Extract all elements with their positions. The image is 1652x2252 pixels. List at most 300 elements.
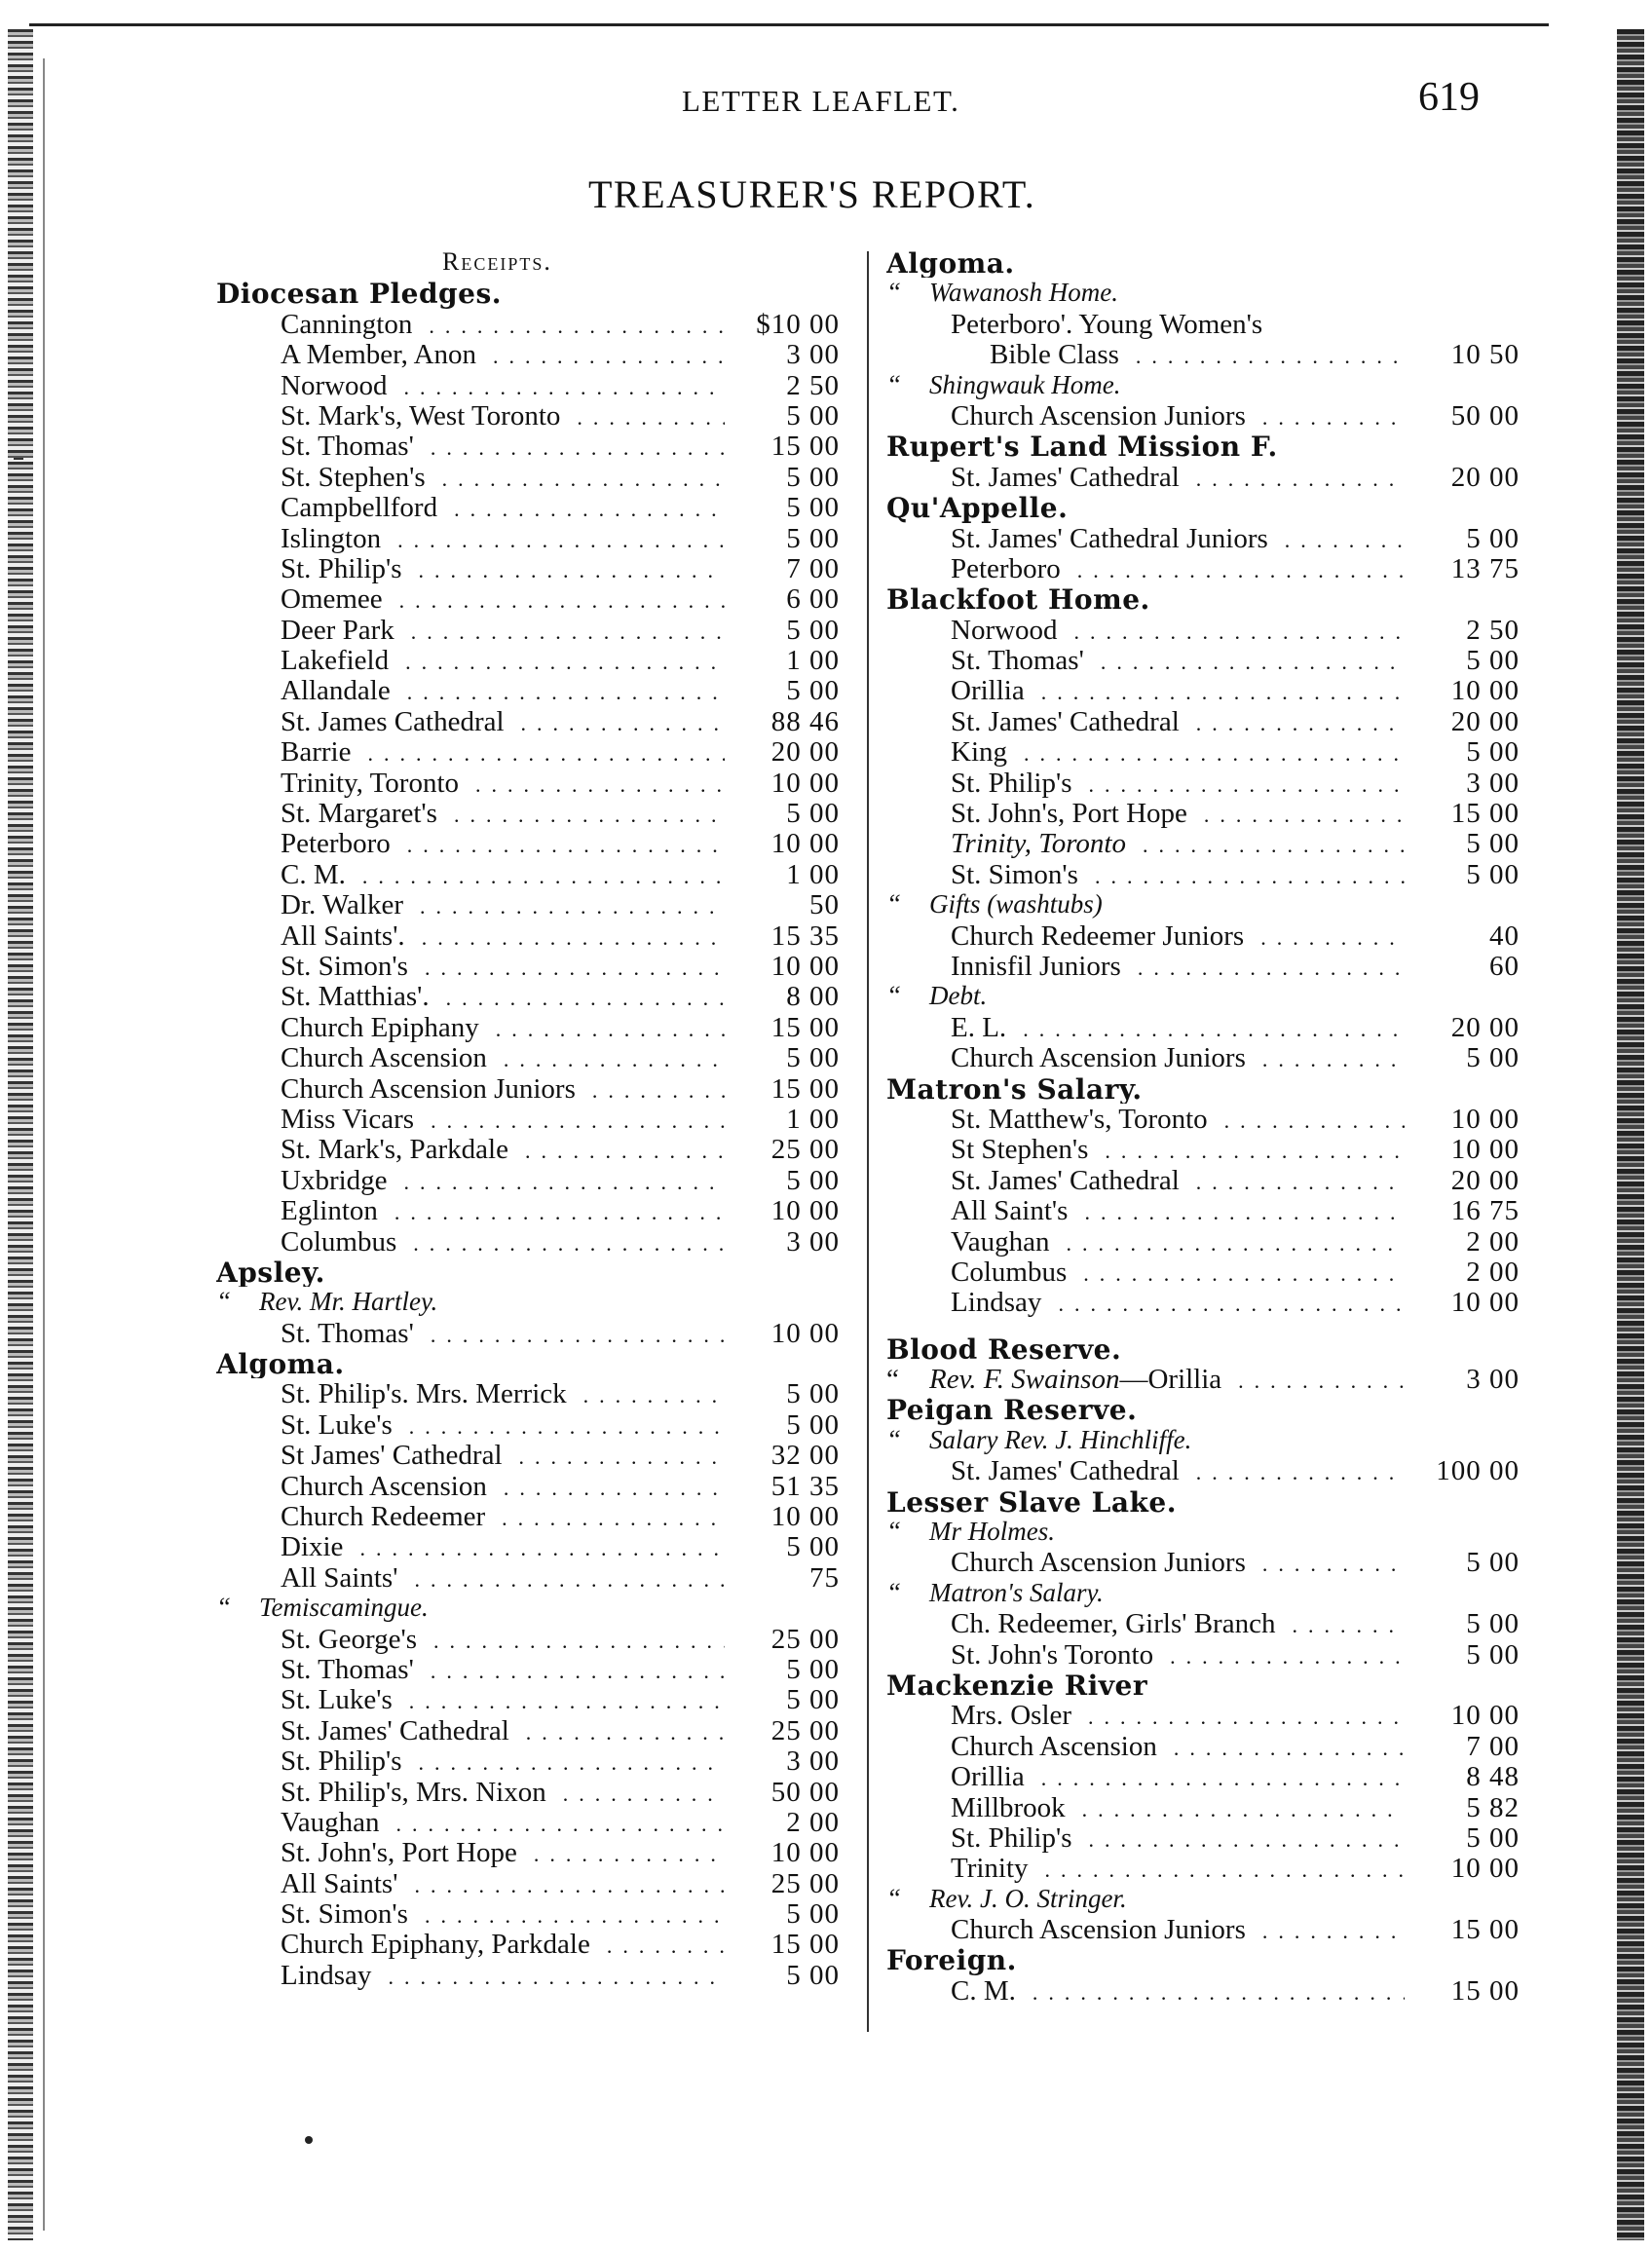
leader-dots xyxy=(400,615,725,645)
receipt-amount: 3 00 xyxy=(1466,1364,1520,1395)
receipt-row xyxy=(216,645,840,675)
leader-dots xyxy=(377,1960,725,1990)
receipt-amount: 5 00 xyxy=(786,1408,840,1441)
receipt-amount: 5 00 xyxy=(786,1898,840,1930)
receipt-amount: 50 00 xyxy=(1450,399,1520,432)
receipt-row xyxy=(216,553,840,583)
receipt-amount: 13 75 xyxy=(1450,552,1520,584)
fund-subheading xyxy=(216,1593,840,1623)
receipt-row xyxy=(886,1639,1520,1670)
receipt-amount: 2 00 xyxy=(1466,1225,1520,1257)
receipt-amount: 100 00 xyxy=(1436,1455,1520,1486)
receipt-row xyxy=(886,1853,1520,1883)
receipt-row xyxy=(886,615,1520,645)
receipt-row xyxy=(886,1700,1520,1730)
receipt-amount: 10 00 xyxy=(1450,1853,1520,1884)
receipt-donor: St. James' Cathedral xyxy=(281,1714,509,1746)
receipt-donor: St. Philip's xyxy=(281,1745,402,1777)
receipt-donor: St. Philip's xyxy=(281,552,402,584)
leader-dots xyxy=(420,1654,725,1684)
receipt-row xyxy=(216,859,840,889)
receipt-row xyxy=(216,492,840,522)
receipt-amount: 5 00 xyxy=(1466,828,1520,859)
fund-subheading xyxy=(886,1425,1520,1455)
receipt-row xyxy=(886,1287,1520,1317)
fund-subheading-text: Rev. Mr. Hartley. xyxy=(259,1287,438,1317)
fund-subheading xyxy=(886,1578,1520,1608)
receipt-row xyxy=(886,645,1520,675)
leader-dots xyxy=(396,828,725,858)
receipt-row xyxy=(216,1898,840,1929)
receipt-donor: Uxbridge xyxy=(281,1164,388,1196)
receipt-row xyxy=(216,1562,840,1593)
receipt-donor: Church Redeemer xyxy=(281,1501,486,1532)
leader-dots xyxy=(1031,675,1405,705)
stray-mark xyxy=(305,2136,313,2144)
leader-dots xyxy=(1163,1731,1405,1761)
receipt-row xyxy=(216,675,840,705)
diocese-heading-text: Mackenzie River xyxy=(886,1669,1148,1701)
leader-dots xyxy=(566,400,725,431)
leader-dots xyxy=(1214,1104,1405,1134)
leader-dots xyxy=(482,339,725,369)
leader-dots xyxy=(432,462,725,492)
receipt-row xyxy=(886,798,1520,828)
leader-dots xyxy=(352,859,725,889)
receipt-amount: 7 00 xyxy=(1466,1730,1520,1762)
receipt-donor: Campbellford xyxy=(281,492,438,523)
receipt-row xyxy=(216,1531,840,1561)
leader-dots xyxy=(596,1929,725,1959)
fund-subheading-text: Matron's Salary. xyxy=(929,1577,1104,1607)
receipt-row xyxy=(886,675,1520,705)
ditto-mark: “ xyxy=(886,1364,899,1395)
receipt-row xyxy=(216,1745,840,1776)
leader-dots xyxy=(573,1378,725,1408)
leader-dots xyxy=(1125,339,1405,369)
receipt-donor: Vaughan xyxy=(951,1225,1050,1257)
leader-dots xyxy=(1127,951,1405,981)
receipt-row xyxy=(216,462,840,492)
leader-dots xyxy=(552,1777,725,1807)
receipt-row xyxy=(886,920,1520,951)
receipt-row xyxy=(216,706,840,736)
leader-dots xyxy=(514,1134,725,1164)
receipt-amount: 20 00 xyxy=(1450,705,1520,737)
receipt-donor: All Saint's xyxy=(951,1195,1069,1226)
receipt-row xyxy=(216,1440,840,1470)
receipt-donor: Millbrook xyxy=(951,1791,1066,1822)
receipt-amount: 15 00 xyxy=(1450,1914,1520,1945)
receipt-row xyxy=(216,1960,840,1990)
receipt-amount: 10 00 xyxy=(770,950,840,982)
leader-dots xyxy=(402,1226,725,1257)
receipt-donor: St. Philip's xyxy=(951,1821,1072,1854)
receipt-donor: St. Thomas' xyxy=(951,645,1084,676)
receipt-row xyxy=(886,1455,1520,1485)
leader-dots xyxy=(1047,1287,1405,1317)
receipt-row xyxy=(886,1165,1520,1195)
leader-dots xyxy=(493,1042,725,1072)
receipt-row xyxy=(216,431,840,461)
receipt-amount: 15 00 xyxy=(770,1011,840,1043)
receipt-row xyxy=(886,1042,1520,1072)
leader-dots xyxy=(485,1012,725,1042)
receipt-donor: St. James Cathedral xyxy=(281,705,505,737)
leader-dots xyxy=(1281,1608,1405,1638)
receipt-row xyxy=(886,859,1520,889)
fund-subheading xyxy=(886,278,1520,308)
receipt-donor: C. M. xyxy=(951,1974,1016,2007)
receipt-row xyxy=(886,400,1520,431)
receipt-amount: 50 00 xyxy=(770,1776,840,1807)
receipt-row xyxy=(216,1624,840,1654)
leader-dots xyxy=(385,1807,725,1837)
receipt-donor: E. L. xyxy=(951,1011,1007,1043)
diocese-heading-text: Blackfoot Home. xyxy=(886,583,1150,615)
receipt-row xyxy=(216,1104,840,1134)
leader-dots xyxy=(491,1501,725,1531)
leader-dots xyxy=(443,798,725,828)
receipt-donor: Barrie xyxy=(281,736,352,768)
receipt-donor: Church Ascension Juniors xyxy=(951,1547,1246,1578)
receipt-amount: 5 00 xyxy=(786,1653,840,1685)
section-heading-text: Receipts. xyxy=(442,247,552,276)
receipt-amount: 10 00 xyxy=(770,1837,840,1868)
receipt-amount: 5 00 xyxy=(786,1378,840,1409)
receipt-amount: 5 00 xyxy=(786,1164,840,1196)
receipt-donor: St. Thomas' xyxy=(281,1317,414,1349)
receipt-donor: St. Simon's xyxy=(951,858,1078,890)
receipt-row xyxy=(216,951,840,981)
receipt-donor: Columbus xyxy=(951,1256,1068,1288)
receipt-row xyxy=(216,1715,840,1745)
receipt-donor: St. Simon's xyxy=(281,1898,408,1930)
diocese-heading xyxy=(886,1073,1520,1104)
receipt-row xyxy=(886,1608,1520,1638)
receipt-donor: King xyxy=(951,736,1007,768)
receipt-donor: St. Margaret's xyxy=(281,798,437,829)
receipt-donor: Omemee xyxy=(281,583,383,615)
receipt-donor: Peterboro'. Young Women's xyxy=(951,308,1263,340)
left-column xyxy=(216,247,840,1990)
leader-dots xyxy=(1185,1455,1405,1485)
fund-subheading-text: Shingwauk Home. xyxy=(929,369,1121,399)
receipt-row xyxy=(886,706,1520,736)
receipt-amount: 5 00 xyxy=(786,1042,840,1073)
receipt-amount: 60 xyxy=(1489,950,1520,982)
receipt-row xyxy=(216,1929,840,1959)
fund-subheading xyxy=(886,981,1520,1011)
ditto-mark: “ xyxy=(216,1593,232,1623)
leader-dots xyxy=(423,1624,725,1654)
receipt-amount: 3 00 xyxy=(786,339,840,370)
fund-subheading xyxy=(216,1287,840,1317)
receipt-row xyxy=(216,400,840,431)
receipt-row xyxy=(216,798,840,828)
receipt-amount: 5 00 xyxy=(786,798,840,829)
diocese-heading xyxy=(886,492,1520,522)
diocese-heading-text: Diocesan Pledges. xyxy=(216,278,502,309)
receipt-row xyxy=(886,339,1520,369)
receipt-donor: Church Ascension xyxy=(281,1042,487,1073)
receipt-amount: 10 00 xyxy=(1450,1103,1520,1135)
diocese-heading xyxy=(886,1944,1520,1974)
spacer xyxy=(886,1318,1520,1333)
receipt-donor: Bible Class xyxy=(990,339,1119,370)
receipt-row xyxy=(886,1822,1520,1853)
receipt-donor: Church Ascension Juniors xyxy=(951,1042,1246,1073)
leader-dots xyxy=(1072,1257,1405,1287)
leader-dots xyxy=(403,1562,725,1593)
receipt-row xyxy=(886,1792,1520,1822)
diocese-heading-text: Qu'Appelle. xyxy=(886,492,1069,523)
receipt-row xyxy=(886,1914,1520,1944)
receipt-row xyxy=(216,1012,840,1042)
receipt-donor: St. Simon's xyxy=(281,950,408,982)
receipt-donor: Columbus xyxy=(281,1225,397,1257)
receipt-row xyxy=(216,615,840,645)
diocese-heading-text: Apsley. xyxy=(216,1256,325,1288)
receipt-row xyxy=(886,736,1520,767)
section-heading xyxy=(216,247,840,278)
running-head: LETTER LEAFLET. xyxy=(682,84,960,118)
receipt-amount: 5 00 xyxy=(1466,1821,1520,1854)
leader-dots xyxy=(1064,615,1405,645)
receipt-donor: St. Philip's, Mrs. Nixon xyxy=(281,1776,546,1807)
receipt-donor: Peterboro xyxy=(951,552,1061,584)
leader-dots xyxy=(357,736,725,767)
receipt-amount: 10 00 xyxy=(770,1317,840,1349)
fund-subheading xyxy=(886,370,1520,400)
receipt-donor: St. James' Cathedral Juniors xyxy=(951,522,1268,553)
receipt-row xyxy=(216,1501,840,1531)
fund-subheading-text: Mr Holmes. xyxy=(929,1517,1055,1547)
receipt-amount: 25 00 xyxy=(770,1867,840,1899)
receipt-amount: 51 35 xyxy=(770,1470,840,1502)
receipt-donor: Church Epiphany, Parkdale xyxy=(281,1929,590,1960)
receipt-amount: 5 00 xyxy=(786,614,840,646)
receipt-amount: 5 00 xyxy=(1466,858,1520,890)
receipt-row xyxy=(886,768,1520,798)
leader-dots xyxy=(1055,1226,1405,1257)
receipt-row xyxy=(216,309,840,339)
receipt-amount: 2 00 xyxy=(786,1806,840,1838)
receipt-amount: 2 50 xyxy=(786,369,840,400)
receipt-amount: 5 00 xyxy=(786,461,840,493)
receipt-row xyxy=(886,951,1520,981)
receipt-amount: 32 00 xyxy=(770,1440,840,1471)
receipt-amount: 10 00 xyxy=(770,828,840,859)
leader-dots xyxy=(1067,553,1405,583)
leader-dots xyxy=(1250,920,1405,951)
receipt-donor: St. Philip's xyxy=(951,767,1072,799)
leader-dots xyxy=(493,1471,725,1501)
receipt-row xyxy=(216,370,840,400)
receipt-donor: C. M. xyxy=(281,858,346,890)
receipt-row xyxy=(886,1226,1520,1257)
leader-dots xyxy=(403,1868,725,1898)
receipt-donor: St. Luke's xyxy=(281,1408,393,1441)
receipt-amount: 1 00 xyxy=(786,1103,840,1135)
receipt-amount: 5 00 xyxy=(1466,522,1520,553)
receipt-donor: Church Ascension Juniors xyxy=(281,1072,576,1104)
leader-dots xyxy=(389,583,725,614)
ditto-mark: “ xyxy=(886,889,902,920)
receipt-amount: 5 00 xyxy=(1466,645,1520,676)
receipt-donor: Miss Vicars xyxy=(281,1103,415,1135)
receipt-amount: 20 00 xyxy=(1450,1011,1520,1043)
leader-dots xyxy=(465,768,725,798)
leader-dots xyxy=(420,1104,725,1134)
receipt-row xyxy=(886,462,1520,492)
receipt-amount: 5 00 xyxy=(786,522,840,553)
receipt-amount: 10 00 xyxy=(770,1195,840,1226)
receipt-amount: 15 00 xyxy=(770,431,840,462)
receipt-row xyxy=(216,1165,840,1195)
receipt-amount: 3 00 xyxy=(786,1225,840,1257)
receipt-amount: 5 00 xyxy=(1466,1042,1520,1073)
receipt-amount: 5 82 xyxy=(1466,1791,1520,1822)
leader-dots xyxy=(414,1898,725,1929)
page-number: 619 xyxy=(1418,75,1480,120)
receipt-donor: Lindsay xyxy=(281,1959,372,1991)
receipt-amount: 15 00 xyxy=(1450,798,1520,829)
diocese-heading xyxy=(886,583,1520,614)
receipt-amount: 10 50 xyxy=(1450,339,1520,370)
receipt-amount: 5 00 xyxy=(786,492,840,523)
leader-dots xyxy=(508,1440,725,1470)
leader-dots xyxy=(1252,400,1405,431)
receipt-amount: 20 00 xyxy=(1450,1164,1520,1196)
receipt-amount: 5 00 xyxy=(1466,1608,1520,1639)
receipt-amount: 50 xyxy=(809,889,840,920)
receipt-amount: 5 00 xyxy=(786,399,840,432)
fund-subheading-text: Debt. xyxy=(929,981,988,1011)
receipt-row xyxy=(886,1134,1520,1164)
receipt-amount: 1 00 xyxy=(786,645,840,676)
receipt-donor: St. Stephen's xyxy=(281,461,426,493)
leader-dots xyxy=(1094,1134,1405,1164)
receipt-amount: 5 00 xyxy=(1466,736,1520,768)
receipt-donor: Mrs. Osler xyxy=(951,1700,1072,1731)
leader-dots xyxy=(394,645,725,675)
receipt-row xyxy=(886,1364,1520,1394)
receipt-donor: Trinity xyxy=(951,1853,1029,1884)
leader-dots xyxy=(1022,1975,1405,2006)
receipt-donor: Dr. Walker xyxy=(281,889,403,920)
receipt-amount: 15 00 xyxy=(770,1072,840,1104)
leader-dots xyxy=(523,1837,725,1867)
receipt-row xyxy=(216,1654,840,1684)
fund-subheading-text: Rev. J. O. Stringer. xyxy=(929,1883,1127,1913)
leader-dots xyxy=(1274,523,1405,553)
receipt-row xyxy=(216,583,840,614)
receipt-amount: 1 00 xyxy=(786,858,840,890)
receipt-row xyxy=(216,1807,840,1837)
leader-dots xyxy=(398,1684,725,1714)
diocese-heading xyxy=(886,1333,1520,1364)
leader-dots xyxy=(409,889,725,920)
receipt-donor: Dixie xyxy=(281,1531,344,1562)
receipt-donor: —Orillia xyxy=(1119,1364,1222,1395)
receipt-row xyxy=(216,1837,840,1867)
receipt-donor: St. John's, Port Hope xyxy=(281,1837,517,1868)
diocese-heading-text: Peigan Reserve. xyxy=(886,1394,1138,1425)
leader-dots xyxy=(510,706,725,736)
receipt-row xyxy=(216,828,840,858)
receipt-donor: Trinity, Toronto xyxy=(281,767,460,799)
receipt-donor: St. Philip's. Mrs. Merrick xyxy=(281,1378,567,1409)
diocese-heading-text: Rupert's Land Mission F. xyxy=(886,431,1278,462)
receipt-donor: A Member, Anon xyxy=(281,339,477,370)
receipt-donor: St. George's xyxy=(281,1623,418,1654)
receipt-amount: 8 00 xyxy=(786,981,840,1012)
receipt-amount: 10 00 xyxy=(1450,675,1520,706)
receipt-amount: 3 00 xyxy=(786,1745,840,1777)
receipt-donor: All Saints'. xyxy=(281,920,405,951)
fund-subheading-text: Salary Rev. J. Hinchliffe. xyxy=(929,1424,1192,1454)
leader-dots xyxy=(582,1073,725,1104)
receipt-donor: Peterboro xyxy=(281,828,391,859)
receipt-donor: St. James' Cathedral xyxy=(951,1455,1180,1486)
diocese-heading xyxy=(886,1486,1520,1517)
receipt-donor: St. Mark's, Parkdale xyxy=(281,1134,508,1165)
leader-dots xyxy=(443,492,725,522)
leader-dots xyxy=(435,981,725,1011)
leader-dots xyxy=(1252,1914,1405,1944)
receipt-donor: Lakefield xyxy=(281,645,390,676)
fund-subheading-text: Gifts (washtubs) xyxy=(929,889,1103,920)
receipt-row xyxy=(216,1777,840,1807)
leader-dots xyxy=(420,431,725,461)
ditto-mark: “ xyxy=(886,1883,902,1913)
receipt-donor: St James' Cathedral xyxy=(281,1440,503,1471)
leader-dots xyxy=(396,675,725,705)
receipt-amount: 40 xyxy=(1489,920,1520,951)
leader-dots xyxy=(418,309,725,339)
receipt-amount: 25 00 xyxy=(770,1714,840,1746)
ditto-mark: “ xyxy=(886,369,902,399)
leader-dots xyxy=(1185,706,1405,736)
receipt-donor: Orillia xyxy=(951,675,1025,706)
receipt-donor: St. James' Cathedral xyxy=(951,705,1180,737)
receipt-donor-italic: Rev. F. Swainson xyxy=(929,1364,1120,1395)
column-divider xyxy=(867,251,869,2032)
receipt-row xyxy=(216,889,840,920)
diocese-heading-text: Lesser Slave Lake. xyxy=(886,1485,1177,1518)
leader-dots xyxy=(1193,798,1405,828)
receipt-row xyxy=(886,1761,1520,1791)
receipt-row xyxy=(216,1378,840,1408)
leader-dots xyxy=(387,523,725,553)
leader-dots xyxy=(1078,768,1406,798)
leader-dots xyxy=(1031,1761,1405,1791)
receipt-donor: Church Ascension xyxy=(951,1730,1157,1762)
diocese-heading-text: Matron's Salary. xyxy=(886,1072,1143,1104)
receipt-amount: 25 00 xyxy=(770,1623,840,1654)
receipt-donor: Church Ascension Juniors xyxy=(951,399,1246,432)
fund-subheading xyxy=(886,1884,1520,1914)
leader-dots xyxy=(1090,645,1405,675)
receipt-donor: Church Redeemer Juniors xyxy=(951,920,1245,951)
ditto-mark: “ xyxy=(886,1517,902,1547)
ditto-mark: “ xyxy=(886,981,902,1011)
left-binding-edge xyxy=(8,29,33,2240)
receipt-row xyxy=(886,1195,1520,1225)
receipt-donor: Cannington xyxy=(281,308,413,340)
diocese-heading xyxy=(216,278,840,308)
